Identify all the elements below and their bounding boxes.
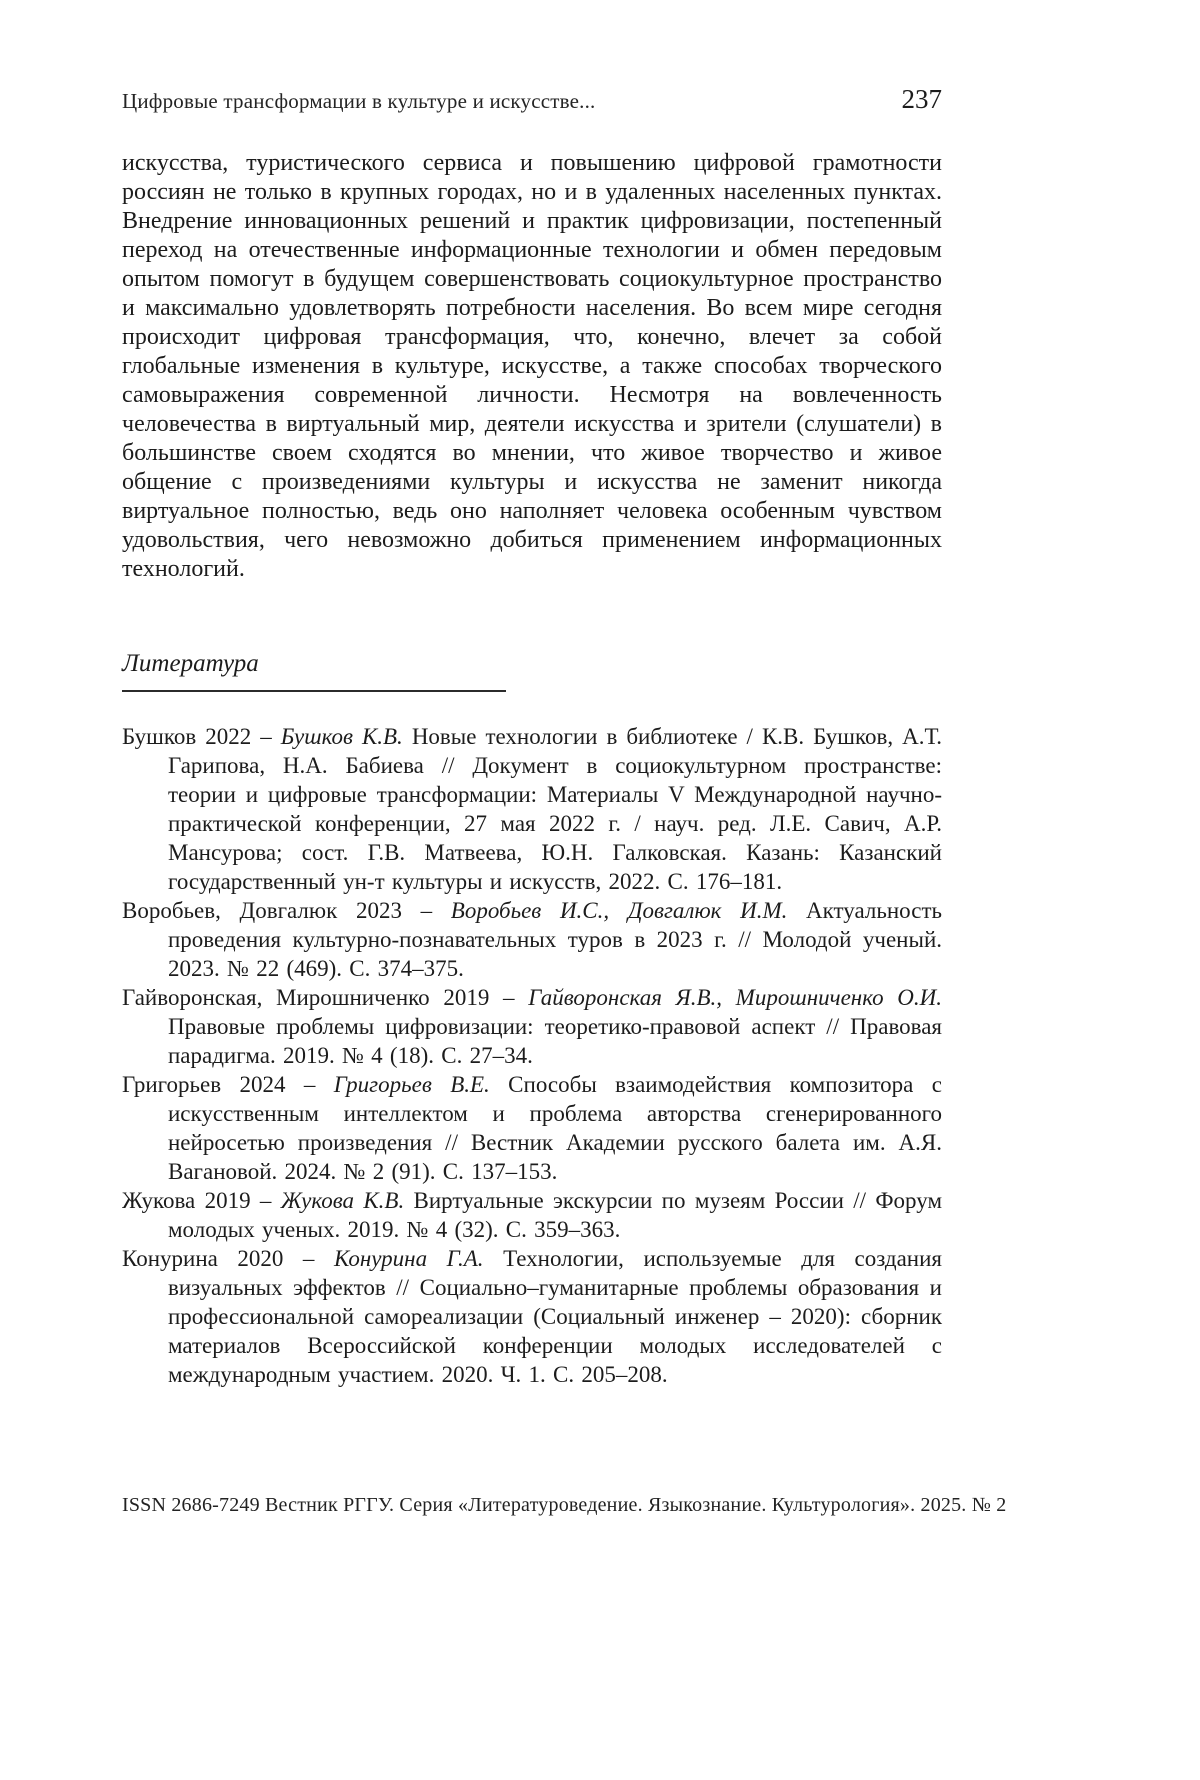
entry-citekey: Жукова 2019 –: [122, 1188, 281, 1213]
entry-citekey: Воробьев, Довгалюк 2023 –: [122, 898, 451, 923]
running-title: Цифровые трансформации в культуре и искусстве...: [122, 89, 596, 113]
entry-authors: Григорьев В.Е.: [333, 1072, 490, 1097]
entry-authors: Жукова К.В.: [280, 1188, 405, 1213]
heading-rule: [122, 690, 506, 692]
entry-text: Новые технологии в библиотеке / К.В. Бушков, А.Т. Гарипова, Н.А. Бабиева // Документ в социокультурном пространстве: теории и цифровые трансформации: Материалы V Международной научно-практической конференции, 27 мая 2022 г. / науч. ред. Л.Е. Савич, А.Р. Мансурова; сост. Г.В. Матвеева, Ю.Н. Галковская. Казань: Казанский государственный ун-т культуры и искусств, 2022. С. 176–181.: [168, 724, 942, 894]
page-header: [122, 84, 942, 115]
bibliography-entry: [122, 896, 942, 983]
footer-imprint: ISSN 2686-7249 Вестник РГГУ. Серия «Литературоведение. Языкознание. Культурология». 2025. № 2: [122, 1494, 1007, 1516]
entry-text: Актуальность проведения культурно-познавательных туров в 2023 г. // Молодой ученый. 2023. № 22 (469). С. 374–375.: [168, 898, 942, 981]
bibliography-entry: [122, 1186, 942, 1244]
entry-authors: Бушков К.В.: [280, 724, 403, 749]
bibliography-entry: [122, 722, 942, 896]
page-number: 237: [901, 84, 942, 114]
body-paragraph: искусства, туристического сервиса и повышению цифровой грамотности россиян не только в крупных городах, но и в удаленных населенных пунктах. Внедрение инновационных решений и практик цифровизации, постепенный переход на отечественные информационные технологии и обмен передовым опытом помогут в будущем совершенствовать социокультурное пространство и максимально удовлетворять потребности населения. Во всем мире сегодня происходит цифровая трансформация, что, конечно, влечет за собой глобальные изменения в культуре, искусстве, а также способах творческого самовыражения современной личности. Несмотря на вовлеченность человечества в виртуальный мир, деятели искусства и зрители (слушатели) в большинстве своем сходятся во мнении, что живое творчество и живое общение с произведениями культуры и искусства не заменит никогда виртуальное полностью, ведь оно наполняет человека особенным чувством удовольствия, чего невозможно добиться применением информационных технологий.: [122, 150, 942, 582]
entry-text: Способы взаимодействия композитора с искусственным интеллектом и проблема авторства сгенерированного нейросетью произведения // Вестник Академии русского балета им. А.Я. Вагановой. 2024. № 2 (91). С. 137–153.: [168, 1072, 942, 1184]
entry-citekey: Бушков 2022 –: [122, 724, 281, 749]
entry-authors: Конурина Г.А.: [333, 1246, 484, 1271]
bibliography-entry: [122, 1070, 942, 1186]
entry-authors: Воробьев И.С., Довгалюк И.М.: [450, 898, 788, 923]
entry-text: Виртуальные экскурсии по музеям России // Форум молодых ученых. 2019. № 4 (32). С. 359–363.: [168, 1188, 943, 1242]
bibliography-entry: [122, 983, 942, 1070]
entry-citekey: Конурина 2020 –: [122, 1246, 334, 1271]
literature-heading: Литература: [122, 650, 259, 677]
entry-citekey: Гайворонская, Мирошниченко 2019 –: [122, 985, 529, 1010]
page-content: [122, 84, 942, 1389]
entry-authors: Гайворонская Я.В., Мирошниченко О.И.: [528, 985, 942, 1010]
entry-citekey: Григорьев 2024 –: [122, 1072, 334, 1097]
bibliography-entry: [122, 1244, 942, 1389]
literature-section: [122, 650, 942, 692]
bibliography-list: [122, 722, 942, 1389]
entry-text: Правовые проблемы цифровизации: теоретико-правовой аспект // Правовая парадигма. 2019. № 4 (18). С. 27–34.: [168, 1014, 942, 1068]
entry-text: Технологии, используемые для создания визуальных эффектов // Социально–гуманитарные проблемы образования и профессиональной самореализации (Социальный инженер – 2020): сборник материалов Всероссийской конференции молодых исследователей с международным участием. 2020. Ч. 1. С. 205–208.: [168, 1246, 942, 1387]
